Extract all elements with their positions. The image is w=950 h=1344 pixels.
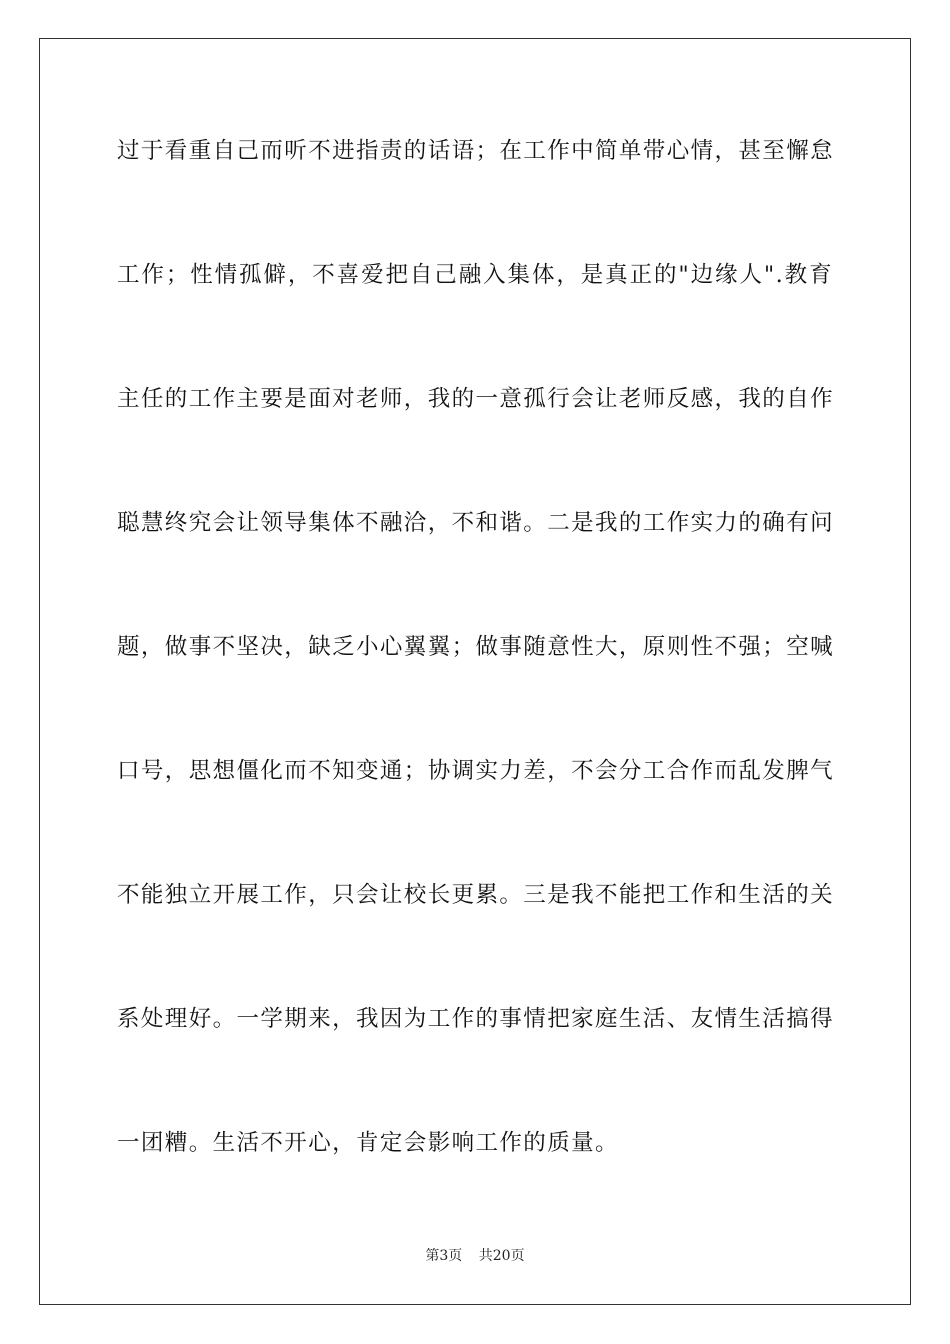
text-line: 不能独立开展工作，只会让校长更累。三是我不能把工作和生活的关 [117,882,835,908]
page-footer [0,1247,950,1265]
page-total: 共20页 [478,1248,525,1264]
text-line: 过于看重自己而听不进指责的话语；在工作中简单带心情，甚至懈怠 [117,138,835,164]
text-line: 口号，思想僵化而不知变通；协调实力差，不会分工合作而乱发脾气 [117,758,835,784]
text-line: 系处理好。一学期来，我因为工作的事情把家庭生活、友情生活搞得 [117,1006,835,1032]
text-line: 工作；性情孤僻，不喜爱把自己融入集体，是真正的"边缘人".教育 [117,262,833,288]
text-line: 聪慧终究会让领导集体不融洽，不和谐。二是我的工作实力的确有问 [117,510,835,536]
text-line: 题，做事不坚决，缺乏小心翼翼；做事随意性大，原则性不强；空喊 [117,634,835,660]
page-border [39,38,911,1305]
page-number: 第3页 [425,1248,463,1264]
text-line-last: 一团糟。生活不开心，肯定会影响工作的质量。 [117,1130,619,1156]
text-line: 主任的工作主要是面对老师，我的一意孤行会让老师反感，我的自作 [117,386,835,412]
